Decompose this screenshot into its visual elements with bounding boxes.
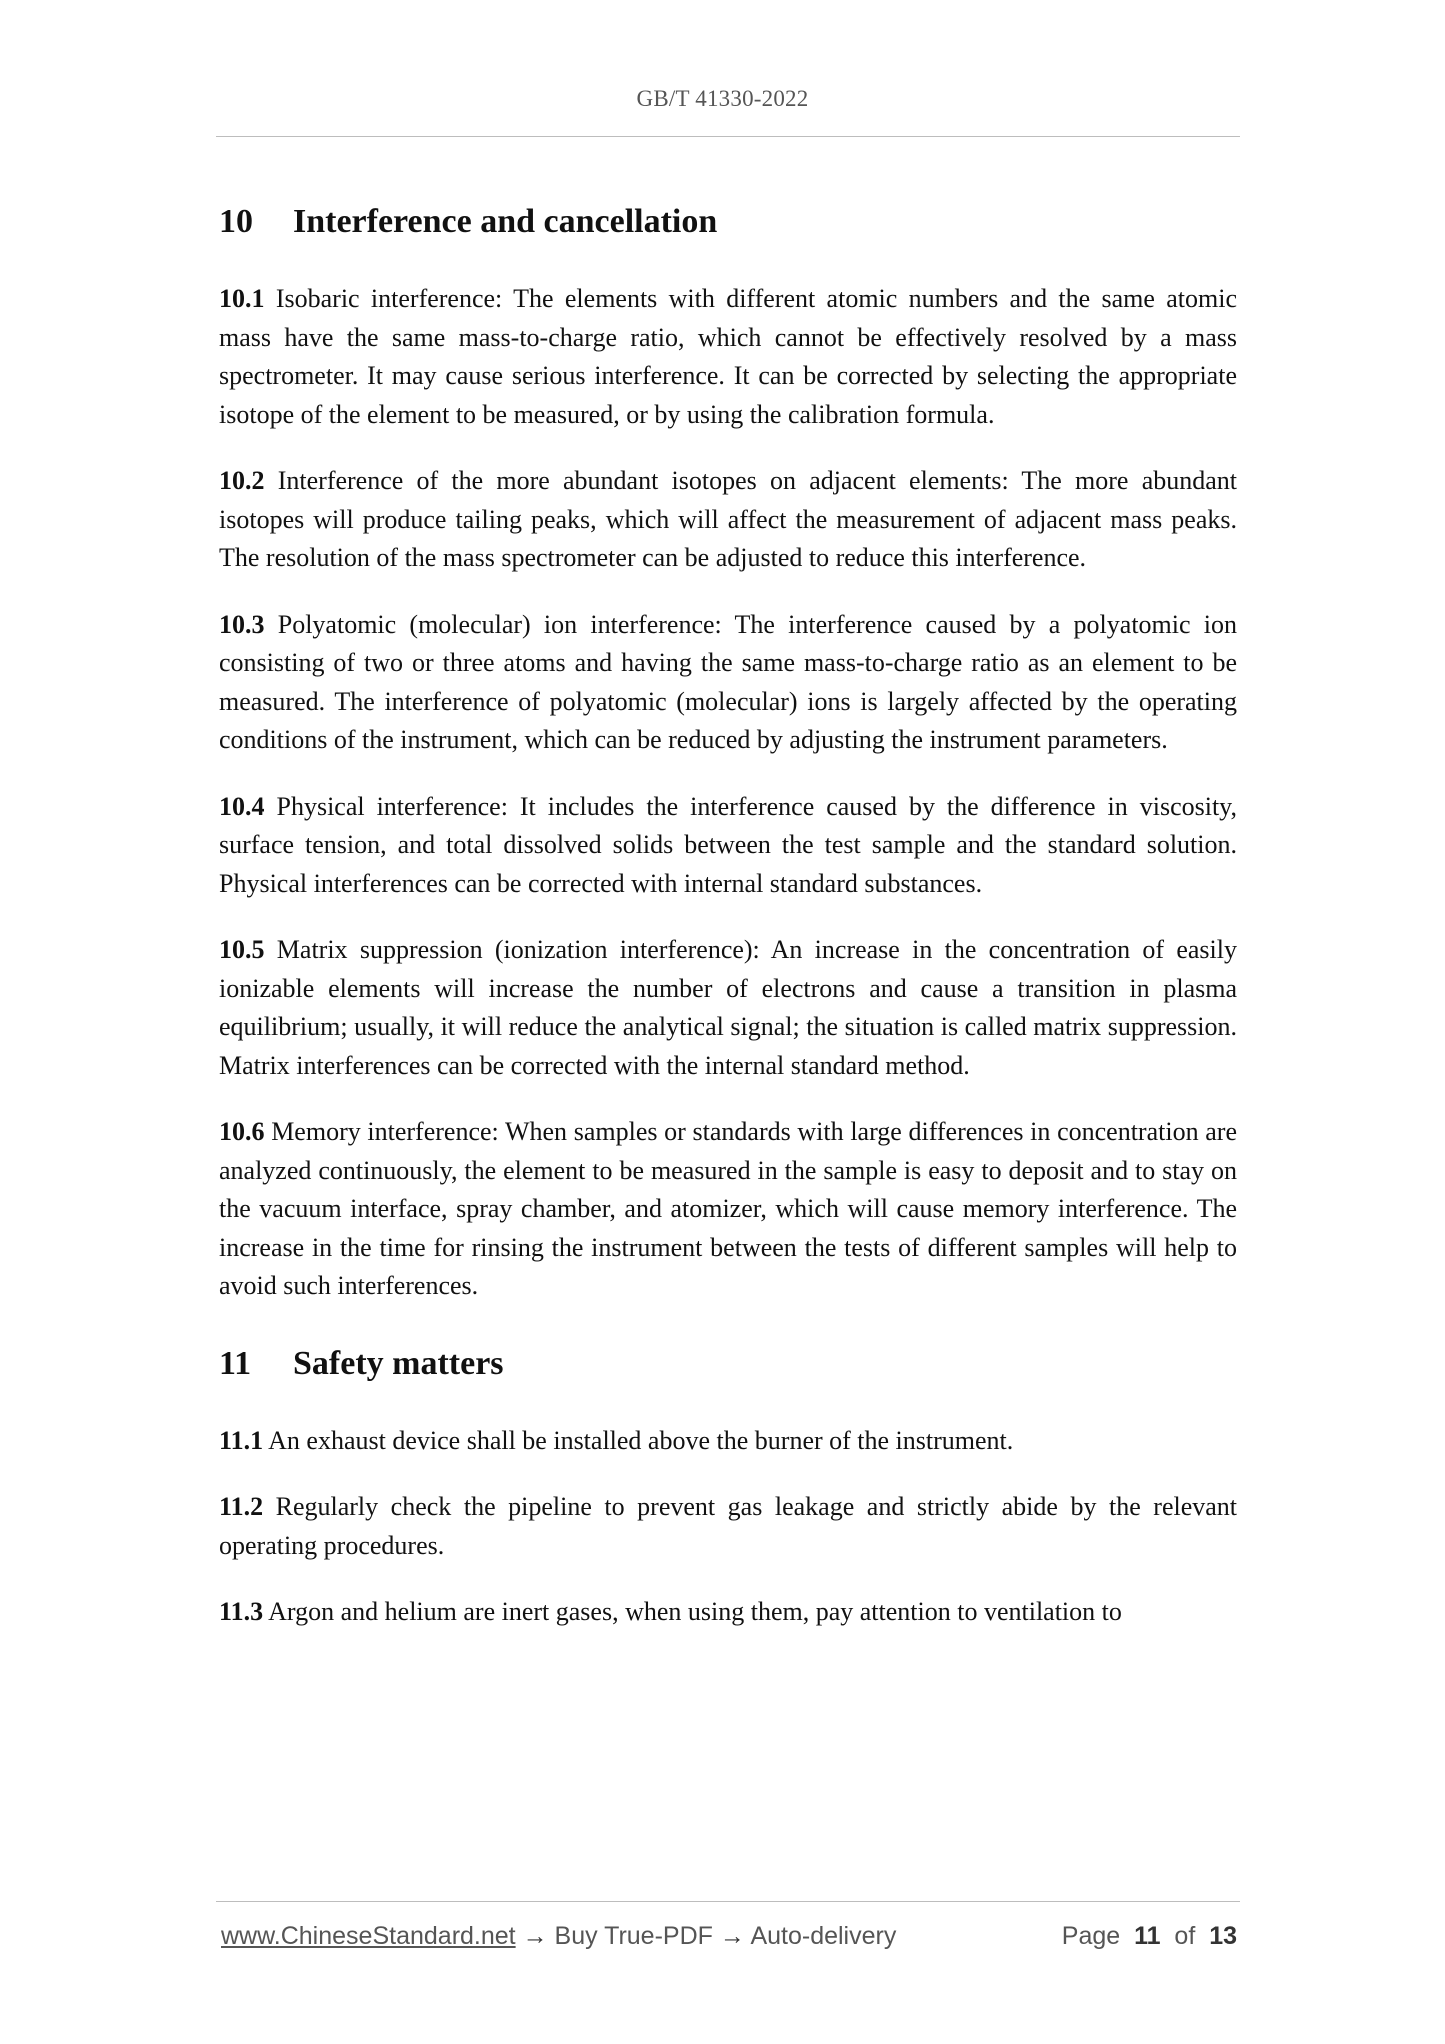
clause-text: Isobaric interference: The elements with different atomic numbers and the same atomic mass have the same mass-to-charge ratio, which cannot be effectively resolved by a mass spectrometer. It may cause serious interference. It can be corrected by selecting the appropriate isotope of the element to be measured, or by using the calibration formula. [219, 284, 1238, 429]
page-header-doc-id: GB/T 41330-2022 [636, 86, 809, 111]
clause-text: Interference of the more abundant isotopes on adjacent elements: The more abundant isotopes will produce tailing peaks, which will affect the measurement of adjacent mass peaks. The resolution of the mass spectrometer can be adjusted to reduce this interference. [219, 466, 1238, 572]
clause-10-6 [219, 1113, 1237, 1306]
page-total: 13 [1209, 1922, 1237, 1950]
clause-11-2 [219, 1488, 1237, 1565]
section-11-title: Safety matters [293, 1344, 504, 1382]
clause-11-3 [219, 1593, 1237, 1632]
clause-10-4 [219, 788, 1237, 904]
section-11-heading [219, 1338, 1237, 1390]
clause-number: 10.4 [219, 791, 265, 821]
section-10-title: Interference and cancellation [293, 203, 718, 240]
page-of: of [1174, 1922, 1196, 1950]
clause-number: 10.6 [219, 1117, 265, 1146]
page-footer [221, 1922, 1237, 1951]
arrow-right-icon: → [522, 1922, 548, 1950]
clause-text: An exhaust device shall be installed above the burner of the instrument. [268, 1425, 1014, 1455]
footer-links [221, 1922, 896, 1951]
auto-delivery-text: Auto-delivery [750, 1922, 897, 1950]
clause-number: 10.5 [219, 935, 265, 964]
section-10-heading [219, 196, 1237, 248]
section-11-number: 11 [219, 1344, 252, 1382]
clause-text: Physical interference: It includes the interference caused by the difference in viscosity, surface tension, and total dissolved solids between the test sample and the standard solution. Physical interferences can be corrected with internal standard substances. [219, 791, 1237, 898]
footer-divider [216, 1901, 1240, 1902]
site-link[interactable]: www.ChineseStandard.net [221, 1922, 516, 1950]
page-label: Page [1061, 1922, 1121, 1950]
clause-number: 11.2 [219, 1492, 264, 1521]
clause-10-3 [219, 606, 1237, 760]
clause-number: 10.2 [219, 466, 265, 495]
clause-text: Matrix suppression (ionization interference): An increase in the concentration of easily ionizable elements will increase the number of electrons and cause a transition in plasma equilibrium; usually, it will reduce the analytical signal; the situation is called matrix suppression. Matrix interferences can be corrected with the internal standard method. [219, 935, 1237, 1080]
clause-text: Regularly check the pipeline to prevent gas leakage and strictly abide by the relevant operating procedures. [219, 1492, 1238, 1560]
page-indicator [1062, 1922, 1237, 1951]
clause-10-5 [219, 931, 1237, 1085]
clause-text: Argon and helium are inert gases, when using them, pay attention to ventilation to [268, 1597, 1122, 1626]
page-content [219, 196, 1237, 1632]
clause-10-1 [219, 280, 1237, 434]
clause-text: Polyatomic (molecular) ion interference: The interference caused by a polyatomic ion consisting of two or three atoms and having the same mass-to-charge ratio as an element to be measured. The interference of polyatomic (molecular) ions is largely affected by the operating conditions of the instrument, which can be reduced by adjusting the instrument parameters. [219, 609, 1237, 754]
clause-11-1 [219, 1422, 1237, 1461]
clause-number: 10.3 [219, 609, 265, 639]
buy-true-pdf-text: Buy True-PDF [554, 1922, 713, 1950]
arrow-right-icon: → [719, 1922, 745, 1950]
header-divider [216, 136, 1240, 137]
section-10-number: 10 [219, 203, 253, 240]
clause-number: 11.3 [219, 1597, 264, 1626]
clause-number: 10.1 [219, 284, 265, 313]
page-current: 11 [1134, 1922, 1161, 1950]
clause-10-2 [219, 462, 1237, 578]
clause-number: 11.1 [219, 1425, 264, 1455]
clause-text: Memory interference: When samples or standards with large differences in concentration are analyzed continuously, the element to be measured in the sample is easy to deposit and to stay on the vacuum interface, spray chamber, and atomizer, which will cause memory interference. The increase in the time for rinsing the instrument between the tests of different samples will help to avoid such interferences. [219, 1117, 1237, 1300]
